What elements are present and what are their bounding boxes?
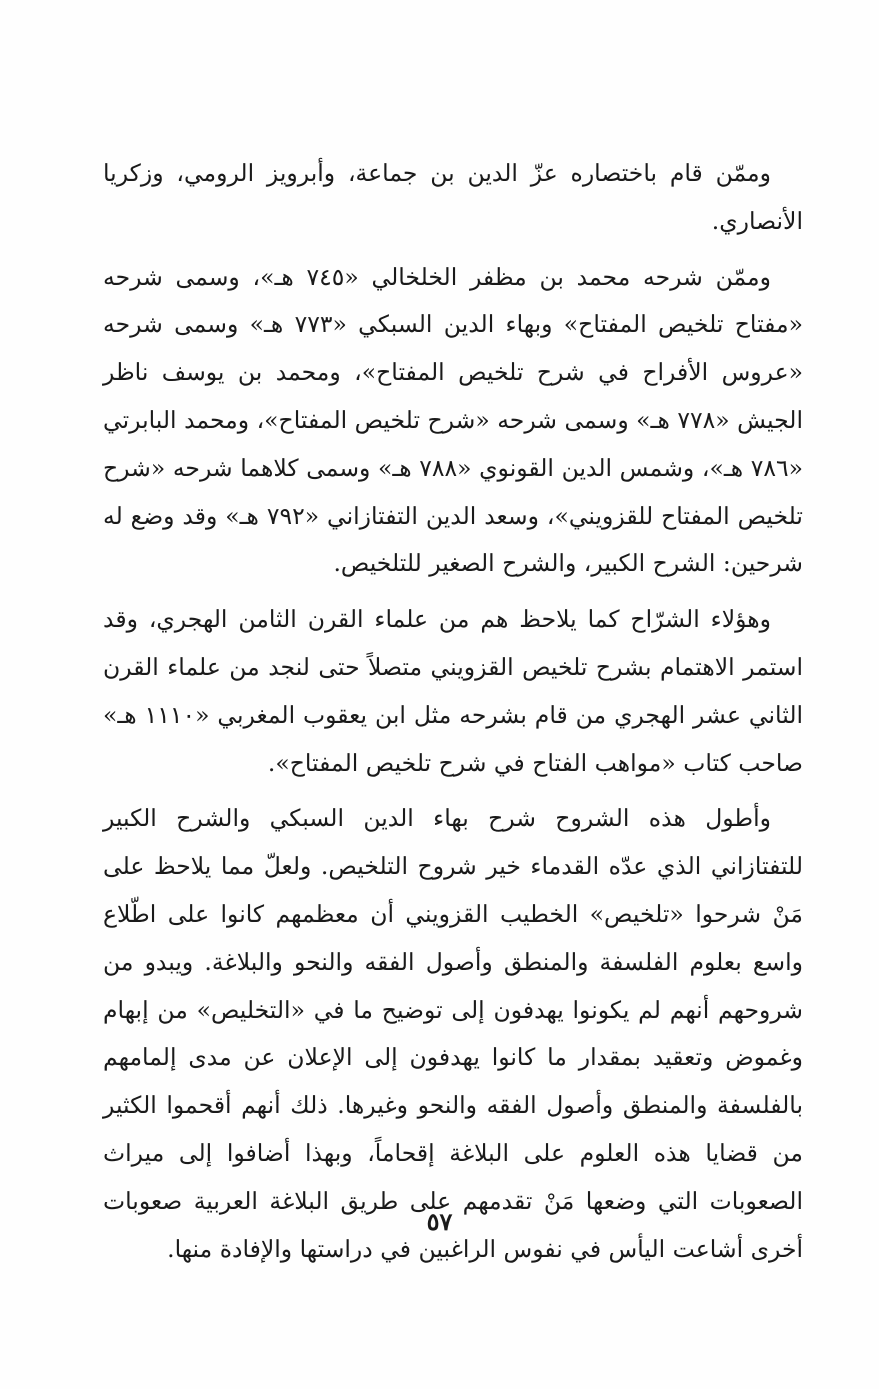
paragraph-commentators: وممّن شرحه محمد بن مظفر الخلخالي «٧٤٥ هـ»، وسمى شرحه «مفتاح تلخيص المفتاح» وبهاء الدين السبكي «٧٧٣ هـ» وسمى شرحه «عروس الأفراح في شرح تلخيص المفتاح»، ومحمد بن يوسف ناظر الجيش «٧٧٨ هـ» وسمى شرحه «شرح تلخيص المفتاح»، ومحمد البابرتي «٧٨٦ هـ»، وشمس الدين القونوي «٧٨٨ هـ» وسمى كلاهما شرحه «شرح تلخيص المفتاح للقزويني»، وسعد الدين التفتازاني «٧٩٢ هـ» وقد وضع له شرحين: الشرح الكبير، والشرح الصغير للتلخيص. (103, 262, 804, 578)
body-text (103, 150, 803, 1281)
paragraph-continued-interest: وهؤلاء الشرّاح كما يلاحظ هم من علماء القرن الثامن الهجري، وقد استمر الاهتمام بشرح تلخيص القزويني متصلاً حتى لنجد من علماء القرن الثاني عشر الهجري من قام بشرحه مثل ابن يعقوب المغربي «١١١٠ هـ» صاحب كتاب «مواهب الفتاح في شرح تلخيص المفتاح». (103, 605, 804, 777)
paragraph-abridgers: وممّن قام باختصاره عزّ الدين بن جماعة، وأبرويز الرومي، وزكريا الأنصاري. (103, 159, 803, 235)
page-number: ٥٧ (426, 1207, 453, 1236)
paragraph-longest-commentaries: وأطول هذه الشروح شرح بهاء الدين السبكي والشرح الكبير للتفتازاني الذي عدّه القدماء خير شروح التلخيص. ولعلّ مما يلاحظ على مَنْ شرحوا «تلخيص» الخطيب القزويني أن معظمهم كانوا على اطّلاع واسع بعلوم الفلسفة والمنطق وأصول الفقه والنحو والبلاغة. ويبدو من شروحهم أنهم لم يكونوا يهدفون إلى توضيح ما في «التخليص» من إبهام وغموض وتعقيد بمقدار ما كانوا يهدفون إلى الإعلان عن مدى إلمامهم بالفلسفة والمنطق وأصول الفقه والنحو وغيرها. ذلك أنهم أقحموا الكثير من قضايا هذه العلوم على البلاغة إقحاماً، وبهذا أضافوا إلى ميراث الصعوبات التي وضعها مَنْ تقدمهم على طريق البلاغة العربية صعوبات أخرى أشاعت اليأس في نفوس الراغبين في دراستها والإفادة منها. (103, 804, 803, 1263)
